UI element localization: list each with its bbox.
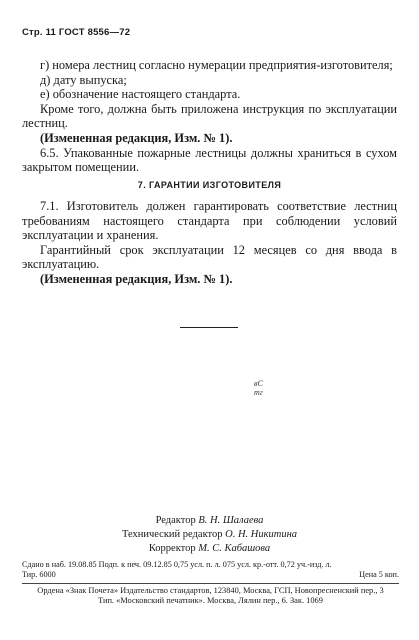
publisher-line-1: Ордена «Знак Почета» Издательство стандартов, 123840, Москва, ГСП, Новопресненский пер., 3 bbox=[37, 586, 384, 595]
price: Цена 5 коп. bbox=[359, 569, 399, 579]
amendment-note: (Измененная редакция, Изм. № 1). bbox=[40, 130, 233, 145]
editor-line bbox=[0, 514, 419, 528]
corrector-line bbox=[0, 542, 419, 556]
tech-editor-name: О. Н. Никитина bbox=[225, 529, 298, 540]
mark-bottom: тг bbox=[254, 388, 263, 397]
print-imprint bbox=[22, 560, 399, 579]
section-6-text bbox=[22, 58, 397, 175]
list-item-e: е) обозначение настоящего стандарта. bbox=[40, 87, 241, 102]
editorial-credits bbox=[0, 514, 419, 556]
imprint-line-1: Сдано в наб. 19.08.85 Подп. к печ. 09.12.85 0,75 усл. п. л. 075 усл. кр.-отт. 0,72 уч.-изд. л. bbox=[22, 560, 332, 569]
end-rule bbox=[180, 327, 238, 328]
imprint-line-2 bbox=[22, 570, 399, 580]
corrector-role: Корректор bbox=[148, 543, 196, 554]
paragraph-7-1: 7.1. Изготовитель должен гарантировать соответствие лестниц требованиям настоящего стандарта при соблюдении условий эксплуатации и хранения. bbox=[22, 199, 397, 243]
publisher-line-2: Тип. «Московский печатник». Москва, Лялин пер., 6. Зак. 1069 bbox=[98, 596, 323, 605]
instruction-paragraph: Кроме того, должна быть приложена инструкция по эксплуатации лестниц. bbox=[22, 101, 397, 131]
amendment-note: (Измененная редакция, Изм. № 1). bbox=[40, 271, 233, 286]
editor-role: Редактор bbox=[155, 515, 196, 526]
section-title: 7. ГАРАНТИИ ИЗГОТОВИТЕЛЯ bbox=[137, 180, 282, 190]
imprint-divider bbox=[22, 583, 399, 584]
publisher-info bbox=[22, 586, 399, 606]
print-run: Тир. 6000 bbox=[22, 569, 56, 579]
section-7-text bbox=[22, 199, 397, 287]
warranty-paragraph: Гарантийный срок эксплуатации 12 месяцев со дня ввода в эксплуатацию. bbox=[22, 242, 397, 272]
tech-editor-role: Технический редактор bbox=[121, 529, 223, 540]
tech-editor-line bbox=[0, 528, 419, 542]
paragraph-6-5: 6.5. Упакованные пожарные лестницы должны храниться в сухом закрытом помещении. bbox=[22, 145, 397, 175]
handwritten-mark bbox=[254, 379, 263, 397]
list-item-g: г) номера лестниц согласно нумерации предприятия-изготовителя; bbox=[40, 58, 393, 72]
corrector-name: М. С. Кабашова bbox=[198, 543, 271, 554]
mark-top: вС bbox=[254, 379, 263, 388]
editor-name: В. Н. Шалаева bbox=[198, 515, 264, 526]
page-header: Стр. 11 ГОСТ 8556—72 bbox=[22, 27, 131, 38]
list-item-d: д) дату выпуска; bbox=[40, 72, 127, 87]
